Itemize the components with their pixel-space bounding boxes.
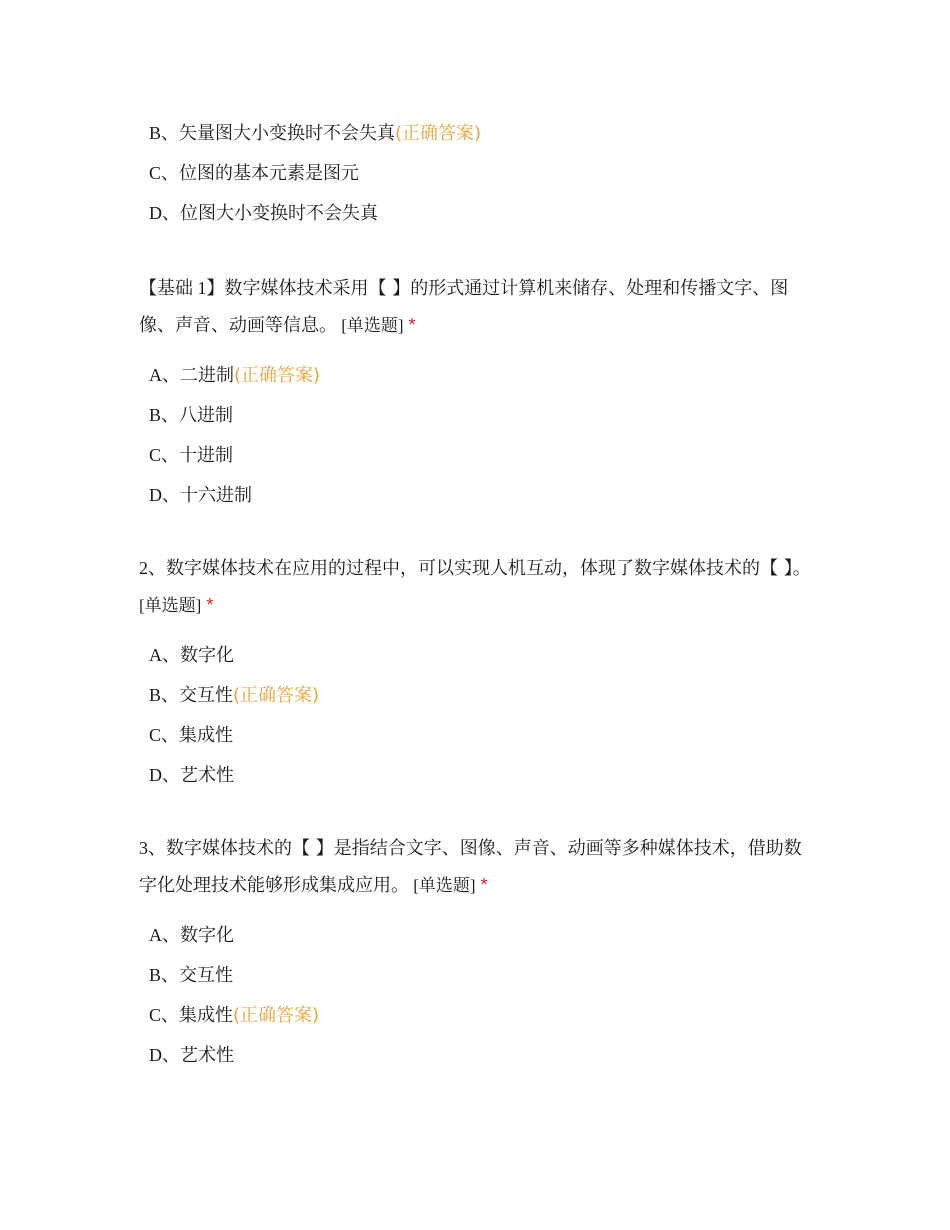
question-stem: 数字媒体技术采用【 】的形式通过计算机来储存、处理和传播文字、图像、声音、动画等信息。 xyxy=(139,278,789,336)
option-letter: C xyxy=(149,445,162,465)
question-1-text xyxy=(139,270,819,345)
option-text: 位图大小变换时不会失真 xyxy=(180,203,378,224)
question-type-close: ] xyxy=(469,876,476,895)
option-letter: D xyxy=(149,203,162,223)
question-2-text xyxy=(139,550,819,625)
correct-answer-tag: (正确答案) xyxy=(234,365,321,386)
option-letter: D xyxy=(149,765,162,785)
option-text: 艺术性 xyxy=(180,1045,234,1066)
question-2 xyxy=(139,550,819,795)
option-letter: D xyxy=(149,485,162,505)
question-type-open: [ xyxy=(139,596,145,615)
question-type: 单选题 xyxy=(346,316,398,336)
option-c xyxy=(139,995,819,1035)
question-number: 2 xyxy=(139,558,148,578)
option-letter: C xyxy=(149,1005,162,1025)
question-number: 【基础 1】 xyxy=(139,278,225,298)
question-number: 3 xyxy=(139,838,148,858)
option-d xyxy=(139,475,819,515)
option-separator: 、 xyxy=(161,965,180,986)
question-type-open: [ xyxy=(337,316,347,335)
required-marker: * xyxy=(475,875,488,895)
option-letter: C xyxy=(149,163,162,183)
option-separator: 、 xyxy=(162,485,180,506)
option-separator: 、 xyxy=(161,685,180,706)
option-c xyxy=(139,153,819,193)
option-letter: B xyxy=(149,405,162,425)
option-text: 数字化 xyxy=(180,925,234,946)
option-a xyxy=(139,635,819,675)
correct-answer-tag: (正确答案) xyxy=(233,1005,320,1026)
option-separator: 、 xyxy=(162,365,180,386)
option-d xyxy=(139,193,819,233)
option-separator: 、 xyxy=(162,925,180,946)
option-separator: 、 xyxy=(161,163,180,184)
correct-answer-tag: (正确答案) xyxy=(395,123,482,144)
option-text: 艺术性 xyxy=(180,765,234,786)
option-separator: 、 xyxy=(161,445,180,466)
question-type-close: ] xyxy=(397,316,404,335)
option-text: 二进制 xyxy=(180,365,234,386)
question-1 xyxy=(139,270,819,515)
question-3 xyxy=(139,830,819,1075)
option-separator: 、 xyxy=(161,123,180,144)
option-text: 交互性 xyxy=(179,965,234,986)
option-text: 矢量图大小变换时不会失真 xyxy=(179,123,396,144)
option-c xyxy=(139,435,819,475)
option-separator: 、 xyxy=(161,725,180,746)
option-text: 八进制 xyxy=(179,405,234,426)
option-letter: B xyxy=(149,685,162,705)
option-letter: D xyxy=(149,1045,162,1065)
question-type: 单选题 xyxy=(144,596,196,616)
option-d xyxy=(139,755,819,795)
question-0-options xyxy=(139,113,819,233)
required-marker: * xyxy=(403,315,416,335)
question-type-open: [ xyxy=(409,876,419,895)
option-text: 数字化 xyxy=(180,645,234,666)
option-text: 交互性 xyxy=(179,685,234,706)
option-letter: B xyxy=(149,965,162,985)
correct-answer-tag: (正确答案) xyxy=(233,685,320,706)
question-3-text xyxy=(139,830,819,905)
option-text: 十进制 xyxy=(179,445,234,466)
option-letter: B xyxy=(149,123,162,143)
option-c xyxy=(139,715,819,755)
option-text: 集成性 xyxy=(179,1005,234,1026)
option-separator: 、 xyxy=(162,645,180,666)
option-b xyxy=(139,113,819,153)
option-separator: 、 xyxy=(162,203,180,224)
option-letter: A xyxy=(149,365,162,385)
option-separator: 、 xyxy=(162,765,180,786)
option-text: 位图的基本元素是图元 xyxy=(179,163,360,184)
option-b xyxy=(139,955,819,995)
option-d xyxy=(139,1035,819,1075)
question-stem: 、数字媒体技术在应用的过程中，可以实现人机互动，体现了数字媒体技术的【 】。 xyxy=(148,558,811,579)
question-type-close: ] xyxy=(195,596,202,615)
option-separator: 、 xyxy=(161,1005,180,1026)
option-letter: C xyxy=(149,725,162,745)
option-text: 十六进制 xyxy=(180,485,252,506)
option-b xyxy=(139,395,819,435)
question-type: 单选题 xyxy=(418,876,470,896)
required-marker: * xyxy=(201,595,214,615)
option-a xyxy=(139,355,819,395)
option-b xyxy=(139,675,819,715)
option-separator: 、 xyxy=(162,1045,180,1066)
option-separator: 、 xyxy=(161,405,180,426)
option-letter: A xyxy=(149,925,162,945)
option-a xyxy=(139,915,819,955)
question-stem: 、数字媒体技术的【 】是指结合文字、图像、声音、动画等多种媒体技术，借助数字化处理技术能够形成集成应用。 xyxy=(139,838,802,896)
option-text: 集成性 xyxy=(179,725,234,746)
option-letter: A xyxy=(149,645,162,665)
